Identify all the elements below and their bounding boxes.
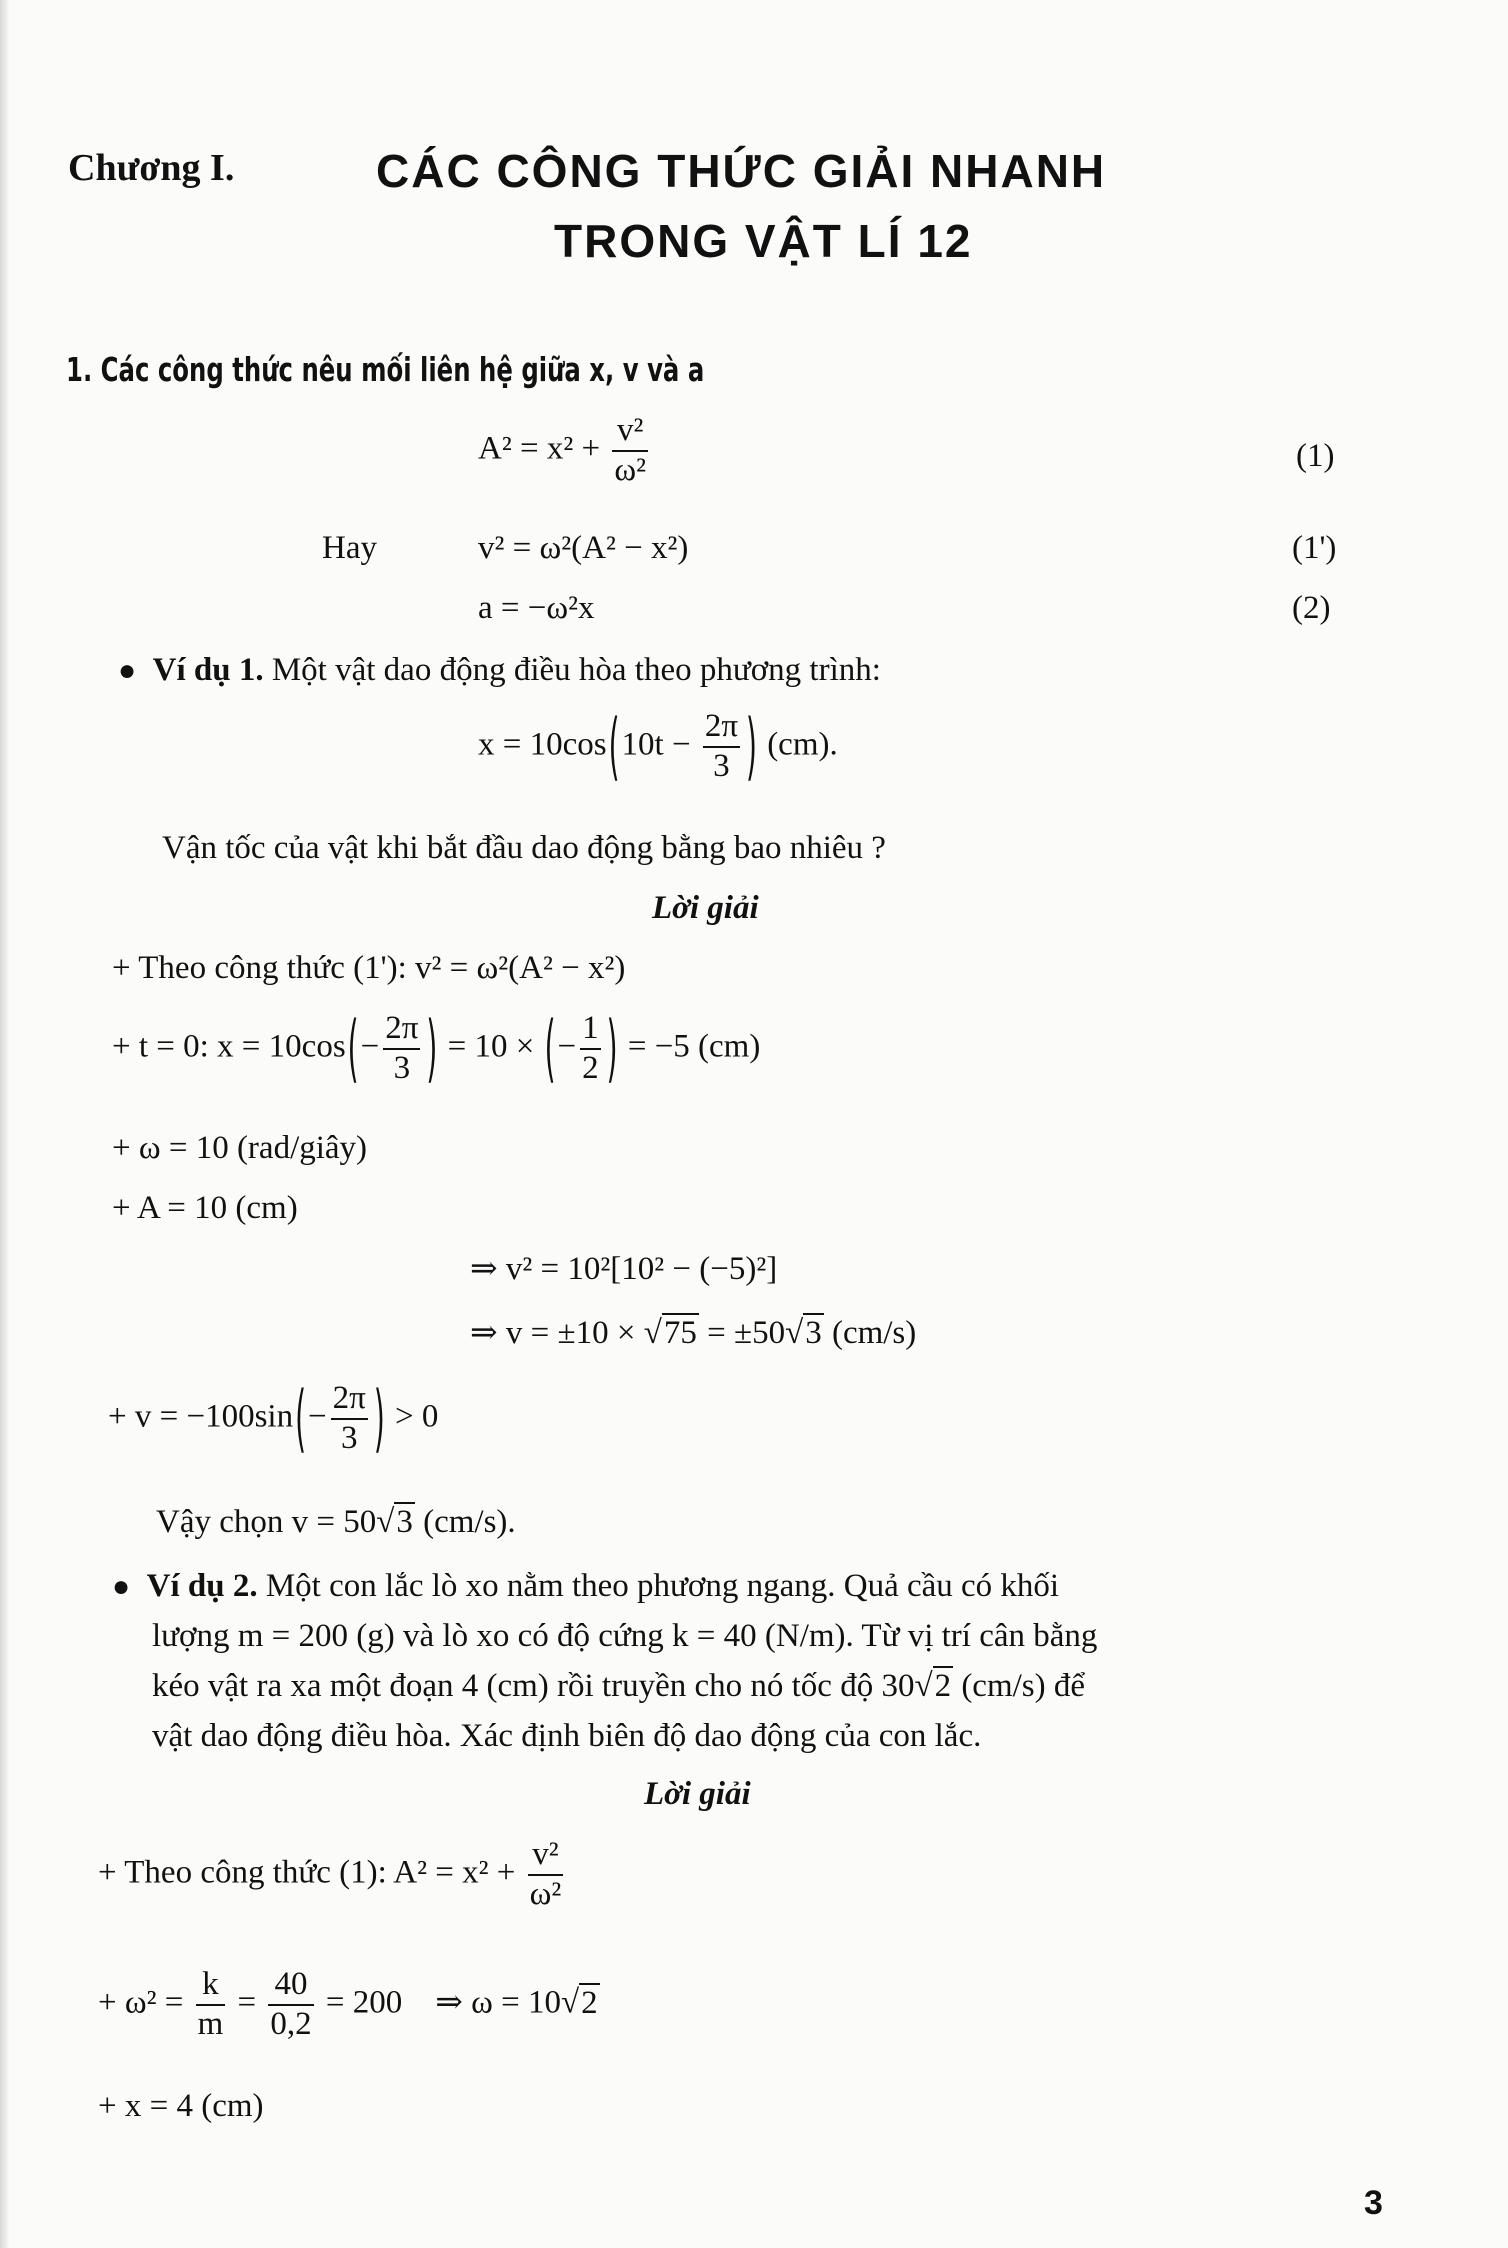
- eq-denominator: 3: [703, 746, 740, 786]
- chapter-title-line1: CÁC CÔNG THỨC GIẢI NHANH: [376, 145, 1107, 197]
- formula-1: [478, 412, 652, 490]
- l2-fraction-1: [383, 1010, 420, 1088]
- page-edge-shadow: [0, 0, 10, 2248]
- page-number: 3: [1364, 2184, 1383, 2222]
- l7-num: 2π: [332, 1380, 366, 1416]
- s2-den-2: 0,2: [270, 2005, 312, 2042]
- l2-mid: = 10 ×: [447, 1028, 535, 1065]
- s1-fraction: [528, 1836, 564, 1914]
- l6-radicand-1: 75: [663, 1315, 697, 1351]
- s2-radicand: 2: [581, 1984, 598, 2021]
- example-2-line-2: lượng m = 200 (g) và lò xo có độ cứng k = 40 (N/m). Từ vị trí cân bằng: [152, 1618, 1098, 1654]
- formula-1-denominator: ω²: [614, 451, 646, 488]
- s2-fraction-2: [268, 1966, 313, 2044]
- l2-den-2: 2: [582, 1049, 599, 1086]
- formula-1-left: A² = x² +: [478, 430, 601, 467]
- s2-num-2: 40: [274, 1966, 308, 2002]
- example-2-label: Ví dụ 2.: [146, 1568, 258, 1604]
- solution-1-line-5: ⇒ v² = 10²[10² − (−5)²]: [470, 1251, 778, 1287]
- l7-den: 3: [331, 1418, 368, 1458]
- formula-1b-number: (1'): [1292, 530, 1337, 566]
- example-1-label: Ví dụ 1.: [152, 652, 264, 688]
- eq-fraction: [703, 708, 740, 786]
- s2-den-1: m: [197, 2005, 224, 2042]
- solution-1-line-6: [470, 1312, 916, 1352]
- example-2-text-1: Một con lắc lò xo nằm theo phương ngang. Quả cầu có khối: [265, 1568, 1060, 1604]
- chapter-title-line2: TRONG VẬT LÍ 12: [554, 215, 973, 267]
- bullet-icon: ●: [112, 1570, 131, 1603]
- l2-num-1: 2π: [385, 1010, 419, 1046]
- solution-1-line-3: + ω = 10 (rad/giây): [112, 1130, 368, 1166]
- s2-prefix: + ω² =: [98, 1984, 184, 2021]
- l7-suffix: > 0: [395, 1398, 439, 1435]
- example-2-line-3: [152, 1668, 1085, 1705]
- solution-2-line-2: + ω² = $\frac{k}{m}$ = $\frac{40}{0,2}$ = 200 ⇒ ω = 10√2: [98, 1966, 598, 2042]
- formula-1-numerator: v²: [616, 412, 644, 448]
- l2-num-2: 1: [582, 1010, 599, 1046]
- l2-fraction-2: [580, 1010, 601, 1088]
- s2-implies: ⇒ ω = 10√: [435, 1984, 580, 2021]
- s1-den: ω²: [529, 1875, 562, 1912]
- formula-1-number: (1): [1296, 438, 1335, 474]
- example-1-question: Vận tốc của vật khi bắt đầu dao động bằng bao nhiêu ?: [162, 830, 886, 866]
- l6-c: = ±50√: [698, 1315, 804, 1351]
- line3-a: kéo vật ra xa một đoạn 4 (cm) rồi truyền cho nó tốc độ 30√: [152, 1668, 933, 1704]
- example-1-text: Một vật dao động điều hòa theo phương trình:: [271, 652, 881, 688]
- s2-fraction-1: [196, 1966, 226, 2044]
- solution-1-conclusion: [156, 1504, 516, 1541]
- formula-1-fraction: [612, 412, 648, 490]
- solution-1-line-2: + t = 0: x = 10cos(− $\frac{2\pi}{3}$ ) = 10 × (− $\frac{1}{2}$ ) = −5 (cm): [112, 1006, 761, 1092]
- chapter-label: Chương I.: [68, 147, 235, 189]
- l2-result: = −5 (cm): [627, 1028, 761, 1065]
- formula-2: a = −ω²x: [478, 590, 595, 626]
- s1-prefix: + Theo công thức (1): A² = x² +: [98, 1854, 516, 1891]
- s2-value: = 200: [325, 1984, 403, 2021]
- eq-numerator: 2π: [704, 708, 738, 744]
- line3-c: (cm/s) để: [953, 1668, 1086, 1704]
- l8-radicand: 3: [396, 1504, 413, 1540]
- l8-unit: (cm/s).: [414, 1504, 516, 1540]
- section-heading: 1. Các công thức nêu mối liên hệ giữa x, v và a: [66, 350, 705, 389]
- l6-radicand-2: 3: [805, 1315, 822, 1351]
- l2-den-1: 3: [383, 1048, 420, 1088]
- l2-prefix: + t = 0: x = 10cos: [112, 1028, 346, 1065]
- eq-left: x = 10cos: [478, 726, 607, 763]
- s1-num: v²: [532, 1836, 559, 1872]
- solution-title-2: Lời giải: [644, 1776, 751, 1812]
- l6-unit: (cm/s): [823, 1315, 917, 1351]
- bullet-icon: ●: [118, 654, 137, 687]
- example-1-statement: [118, 652, 881, 689]
- formula-2-number: (2): [1292, 590, 1331, 626]
- s2-num-1: k: [202, 1966, 219, 2002]
- solution-2-line-3: + x = 4 (cm): [98, 2088, 264, 2124]
- solution-1-line-4: + A = 10 (cm): [112, 1190, 298, 1226]
- example-1-equation: x = 10cos(10t − $\frac{2\pi}{3}$ ) (cm).: [478, 704, 838, 790]
- l6-a: ⇒ v = ±10 × √: [470, 1315, 662, 1351]
- example-2-line-1: [112, 1568, 1059, 1605]
- solution-1-line-1: + Theo công thức (1'): v² = ω²(A² − x²): [112, 950, 626, 986]
- l7-prefix: + v = −100sin: [108, 1398, 294, 1435]
- eq-unit: (cm).: [767, 726, 838, 763]
- l7-fraction: [331, 1380, 368, 1458]
- solution-1-line-7: + v = −100sin(− $\frac{2\pi}{3}$ ) > 0: [108, 1376, 439, 1462]
- example-2-line-4: vật dao động điều hòa. Xác định biên độ dao động của con lắc.: [152, 1718, 982, 1754]
- formula-1b: v² = ω²(A² − x²): [478, 530, 689, 566]
- solution-title-1: Lời giải: [652, 890, 759, 926]
- hay-label: Hay: [322, 530, 377, 566]
- eq-inner: 10t −: [621, 726, 691, 763]
- line3-radicand: 2: [934, 1668, 952, 1704]
- l8-a: Vậy chọn v = 50√: [156, 1504, 395, 1540]
- solution-2-line-1: [98, 1836, 567, 1914]
